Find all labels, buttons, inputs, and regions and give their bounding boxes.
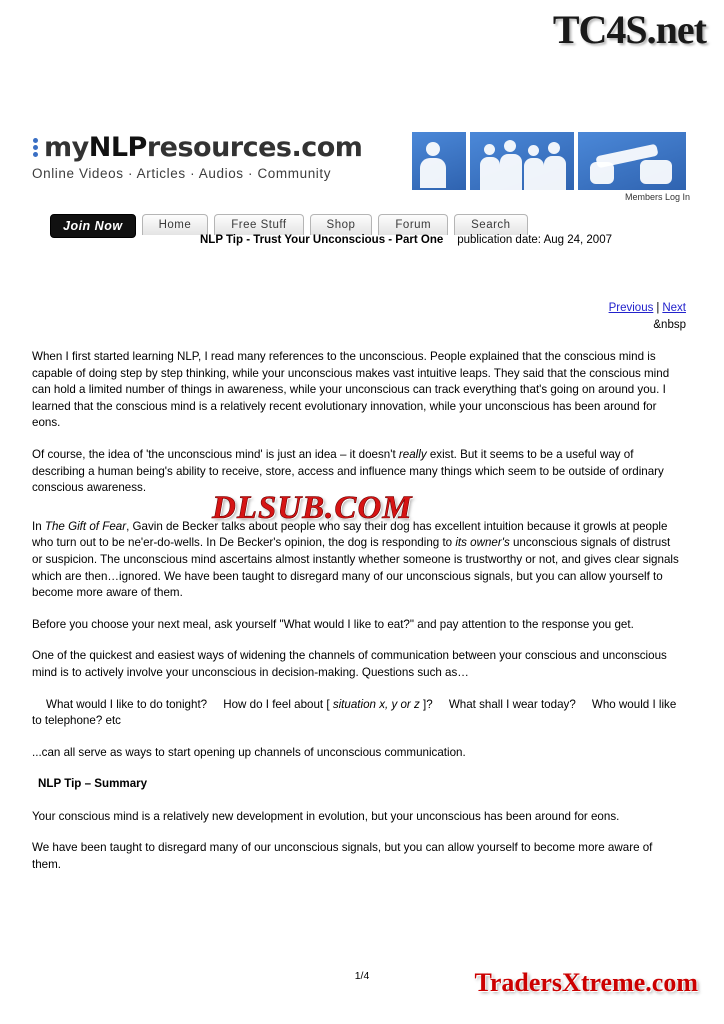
- site-logo-text: [32, 132, 382, 163]
- book-title: The Gift of Fear: [44, 519, 127, 533]
- question-2-part-b: ]?: [419, 697, 433, 711]
- article-title: NLP Tip - Trust Your Unconscious - Part One: [200, 234, 444, 246]
- banner-photo-strip: [412, 132, 690, 202]
- nav-item-search[interactable]: Search: [454, 214, 527, 235]
- pagination-separator: |: [656, 302, 660, 314]
- paragraph-3: [32, 519, 680, 602]
- members-login-link[interactable]: Members Log In: [624, 192, 690, 202]
- nav-item-join-now[interactable]: Join Now: [50, 214, 136, 238]
- paragraph-2-part-b: exist. But it seems to be a useful way of describing a human being's ability to receive, store, access and influence many things which seem to be outside of ordinary conscious awareness.: [32, 447, 664, 495]
- question-2-emphasis: situation x, y or z: [332, 697, 420, 711]
- banner-photo-1: [412, 132, 466, 190]
- page-number: 1/4: [354, 970, 370, 982]
- article-body: [32, 349, 680, 889]
- next-link[interactable]: Next: [662, 302, 686, 314]
- question-2-part-a: How do I feel about [: [223, 697, 333, 711]
- logo-nlp: NLP: [88, 132, 147, 163]
- watermark-top-right: TC4S.net: [552, 7, 706, 52]
- paragraph-3-part-a: In: [32, 519, 45, 533]
- nav-item-shop[interactable]: Shop: [310, 214, 373, 235]
- logo-dots-icon: [32, 132, 44, 158]
- article-publication-date: publication date: Aug 24, 2007: [457, 234, 612, 246]
- logo-rest: resources.com: [146, 132, 363, 163]
- banner-photo-3: [578, 132, 686, 190]
- site-logo[interactable]: [32, 132, 382, 181]
- paragraph-5: One of the quickest and easiest ways of widening the channels of communication between your conscious and unconscious mind is to actively involve your unconscious in decision-making. Questions such as…: [32, 649, 667, 679]
- nbsp-artifact: &nbsp: [653, 319, 686, 331]
- question-3: What shall I wear today?: [448, 697, 576, 711]
- paragraph-2-part-a: Of course, the idea of 'the unconscious mind' is just an idea – it doesn't: [32, 447, 399, 461]
- paragraph-4: Before you choose your next meal, ask yourself "What would I like to eat?" and pay attention to the response you get.: [32, 617, 634, 631]
- paragraph-3-part-b: , Gavin de Becker talks about people who say their dog has excellent intuition because it growls at people who turn out to be ne'er-do-wells. In De Becker's opinion, the dog is responding to: [32, 519, 668, 550]
- summary-heading: NLP Tip – Summary: [38, 777, 148, 791]
- paragraph-2-emphasis: really: [398, 447, 427, 461]
- paragraph-3-part-c: unconscious signals of distrust or suspicion. The unconscious mind ascertains almost instantly whether someone is trustworthy or not, and gives clear signals which are then…ignored. We have been taught to disregard many of our unconscious signals, but you can allow yourself to become more aware of them.: [32, 536, 679, 600]
- main-nav: [50, 214, 534, 236]
- nav-item-forum[interactable]: Forum: [378, 214, 448, 235]
- pagination-links: [609, 302, 686, 314]
- question-1: What would I like to do tonight?: [46, 697, 208, 711]
- question-list: [32, 697, 680, 730]
- paragraph-1: When I first started learning NLP, I read many references to the unconscious. People explained that the conscious mind is capable of doing step by step thinking, while your unconscious makes vast intuitive leaps. They said that the conscious mind can hold a limited number of things in awareness, while your unconscious can track everything that's going on around you. I learned that the conscious mind is a relatively recent evolutionary innovation, while your unconscious has been around for eons.: [32, 350, 670, 430]
- nav-item-free-stuff[interactable]: Free Stuff: [214, 214, 303, 235]
- site-tagline: Online Videos · Articles · Audios · Community: [32, 166, 332, 181]
- watermark-bottom-right: TradersXtreme.com: [474, 968, 698, 997]
- paragraph-3-emphasis: its owner's: [455, 536, 510, 550]
- banner-photo-2: [470, 132, 574, 190]
- paragraph-7: ...can all serve as ways to start opening up channels of unconscious communication.: [32, 745, 466, 759]
- paragraph-9: We have been taught to disregard many of our unconscious signals, but you can allow yourself to become more aware of them.: [32, 841, 653, 872]
- question-4: Who would I like to telephone? etc: [32, 697, 677, 728]
- article-header: [200, 234, 612, 246]
- nav-item-home[interactable]: Home: [142, 214, 209, 235]
- paragraph-8: Your conscious mind is a relatively new development in evolution, but your unconscious has been around for eons.: [32, 809, 620, 823]
- previous-link[interactable]: Previous: [608, 302, 654, 314]
- watermark-center: DLSUB.COM: [212, 490, 413, 526]
- logo-my: my: [44, 132, 89, 163]
